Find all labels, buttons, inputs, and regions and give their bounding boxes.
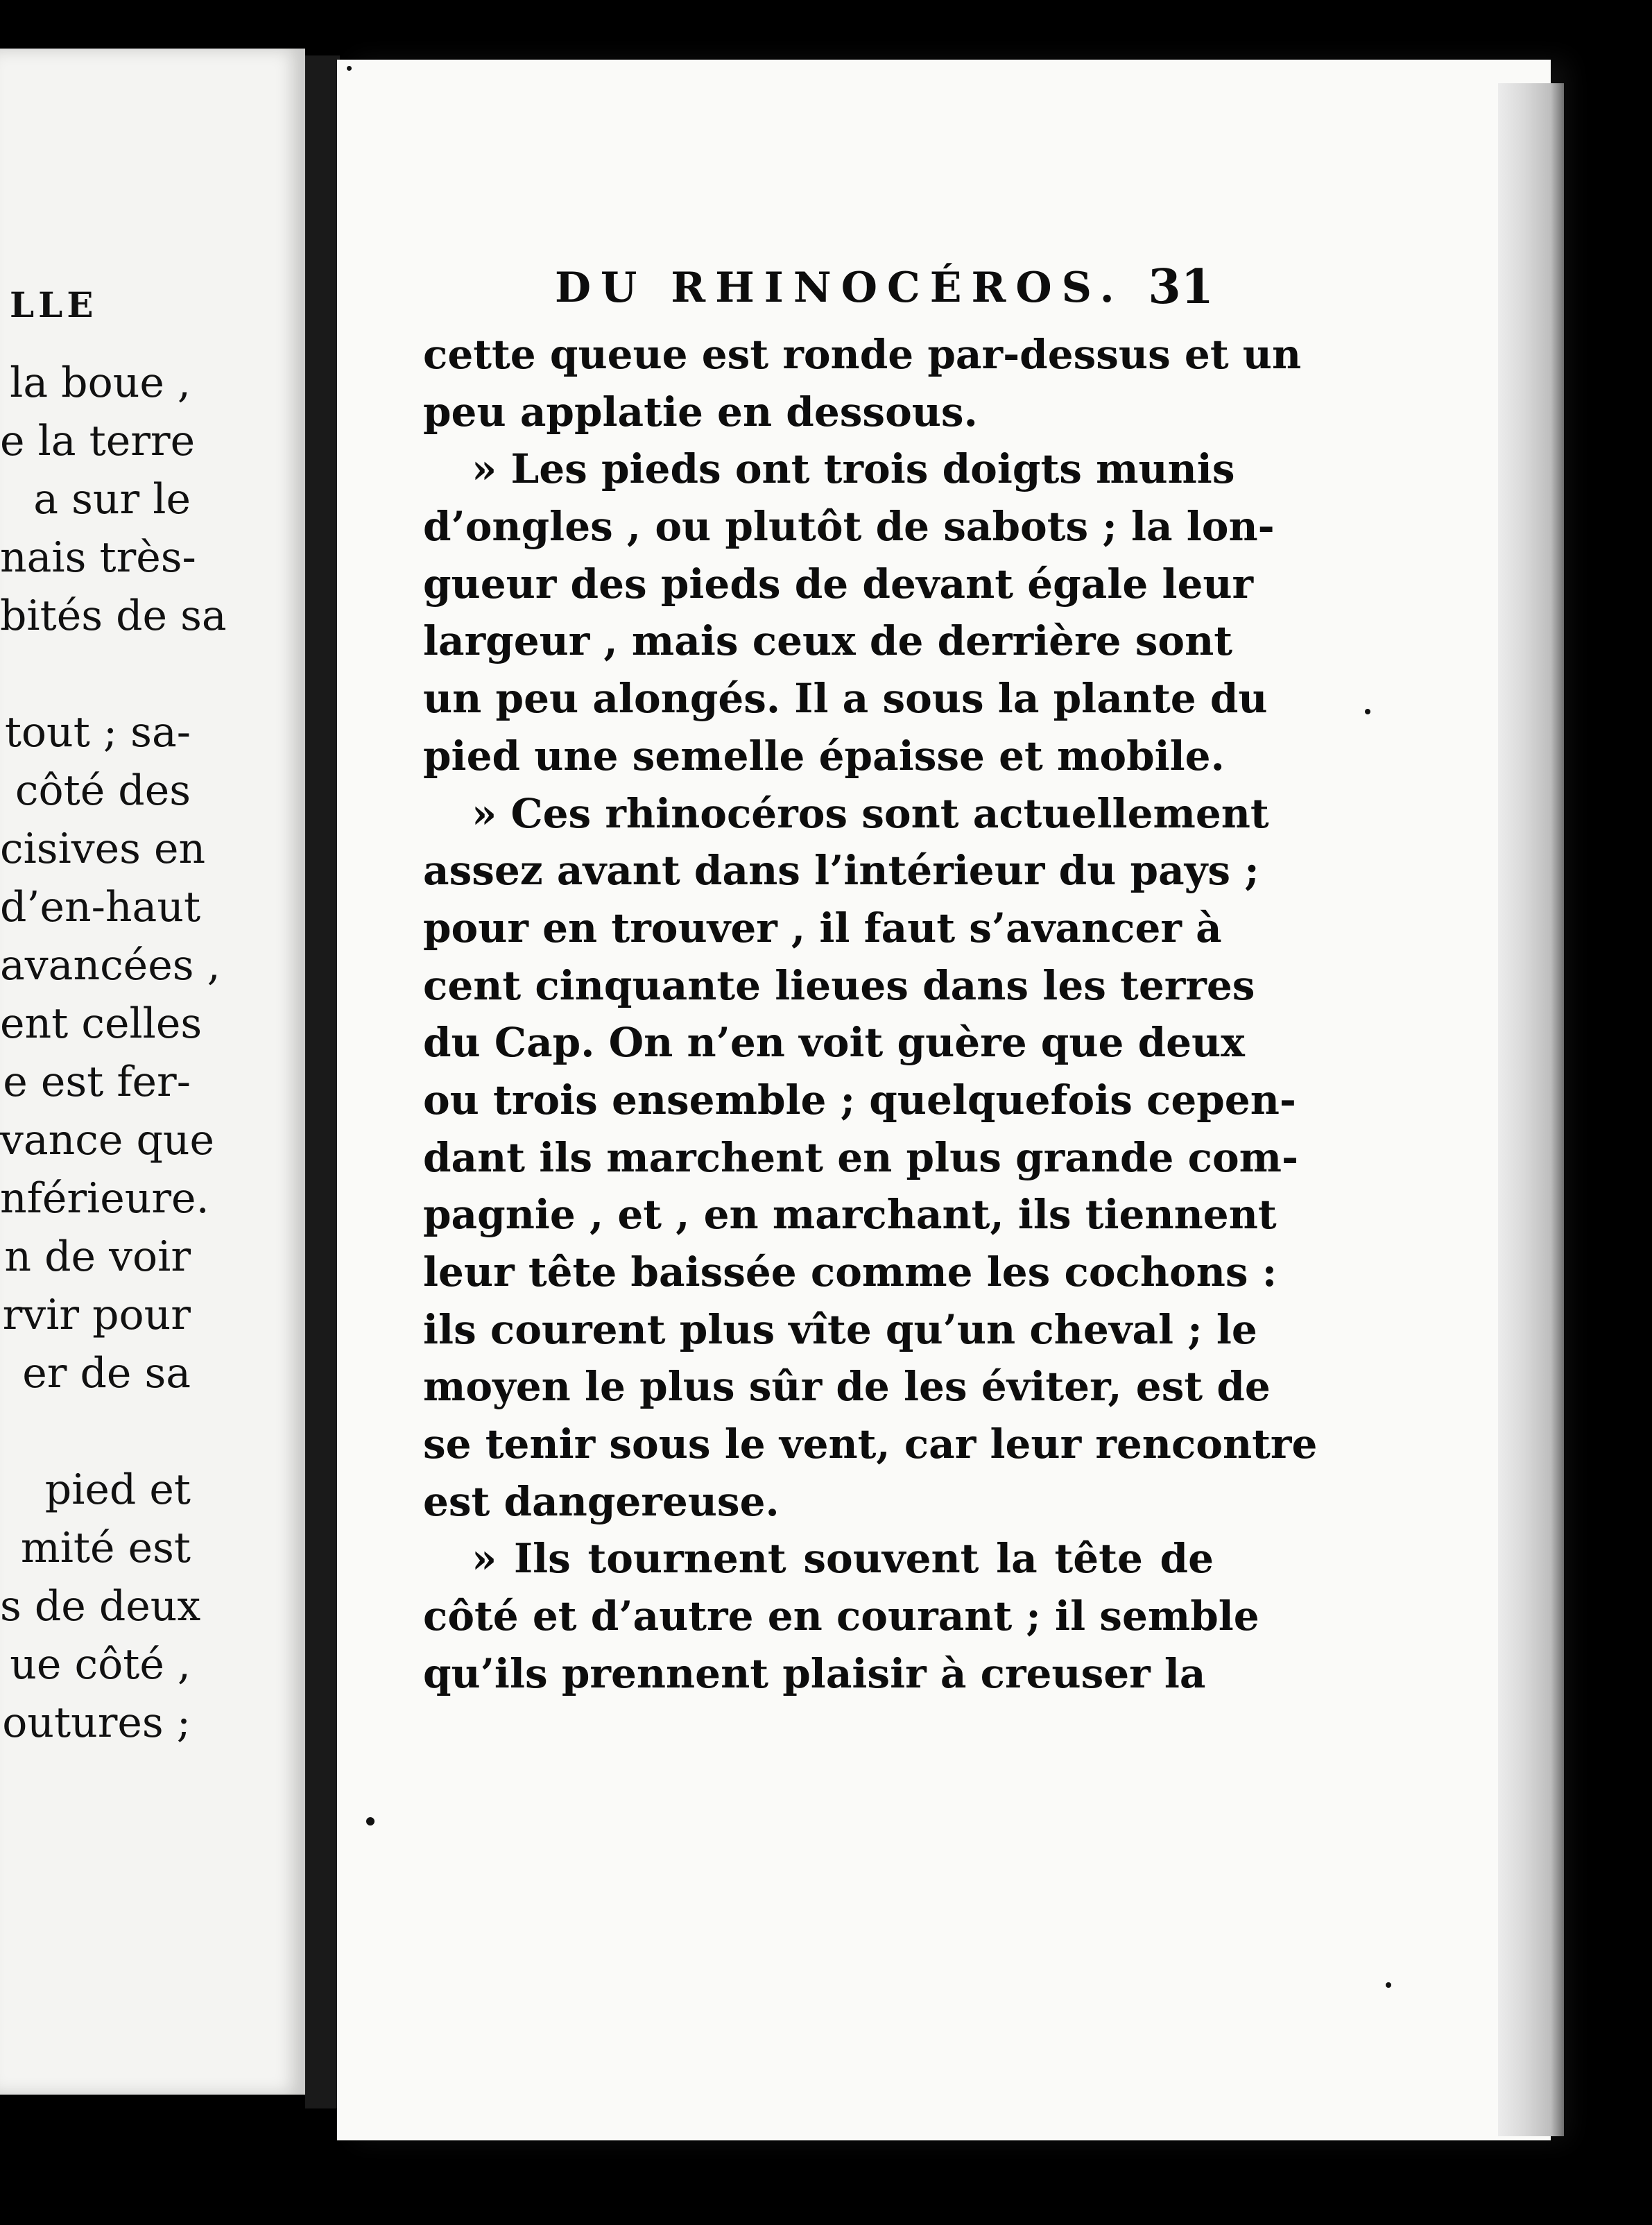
paragraph <box>423 1530 1259 1702</box>
left-text-line <box>0 645 305 703</box>
text-line: cent cinquante lieues dans les terres <box>423 961 1255 1009</box>
page-number: 31 <box>1148 259 1214 315</box>
book-gutter <box>305 55 340 2108</box>
left-text-line: nais très- <box>0 533 196 582</box>
left-text-line: ue côté , <box>10 1640 191 1689</box>
left-text-line: ent celles <box>0 999 203 1048</box>
text-line: pour en trouver , il faut s’avancer à <box>423 904 1222 952</box>
text-line: gueur des pieds de devant égale leur <box>423 560 1254 608</box>
paragraph <box>423 326 1302 440</box>
left-text-line: outures ; <box>2 1699 191 1747</box>
left-text-line: la boue , <box>10 359 191 407</box>
ink-speck <box>1386 1982 1391 1988</box>
ink-speck <box>1365 709 1370 714</box>
text-line: du Cap. On n’en voit guère que deux <box>423 1019 1245 1067</box>
text-line: moyen le plus sûr de les éviter, est de <box>423 1363 1271 1411</box>
text-line: » Ils tournent souvent la tête de <box>472 1535 1214 1583</box>
ink-speck <box>366 1817 375 1825</box>
text-line: qu’ils prennent plaisir à creuser la <box>423 1649 1206 1697</box>
text-line: assez avant dans l’intérieur du pays ; <box>423 847 1259 895</box>
left-text-line: bités de sa <box>0 592 227 640</box>
running-head <box>423 250 1214 326</box>
text-line: se tenir sous le vent, car leur rencontre <box>423 1420 1318 1468</box>
left-text-line: e est fer- <box>3 1058 191 1106</box>
paragraph <box>423 440 1275 784</box>
ink-speck <box>347 66 352 71</box>
left-text-line: mité est <box>20 1524 191 1572</box>
right-page-content <box>423 250 1318 1703</box>
text-line: ou trois ensemble ; quelquefois cepen- <box>423 1076 1296 1124</box>
left-text-line: tout ; sa- <box>4 708 191 757</box>
text-line: dant ils marchent en plus grande com- <box>423 1133 1299 1181</box>
left-text-line: nférieure. <box>0 1174 209 1223</box>
left-text-line: e la terre <box>0 417 196 465</box>
text-line: peu applatie en dessous. <box>423 388 978 436</box>
text-line: un peu alongés. Il a sous la plante du <box>423 675 1268 723</box>
page-edge <box>1498 83 1564 2136</box>
left-text-line: s de deux <box>0 1582 201 1631</box>
text-line: cette queue est ronde par-dessus et un <box>423 331 1302 378</box>
text-line: pagnie , et , en marchant, ils tiennent <box>423 1191 1277 1239</box>
left-text-line: côté des <box>15 766 191 815</box>
left-text-line: rvir pour <box>2 1291 191 1339</box>
left-text-line: pied et <box>44 1466 191 1514</box>
text-line: » Les pieds ont trois doigts munis <box>472 445 1235 493</box>
text-line: » Ces rhinocéros sont actuellement <box>472 789 1269 837</box>
text-line: largeur , mais ceux de derrière sont <box>423 617 1233 665</box>
left-text-line: cisives en <box>0 825 206 873</box>
left-text-line: d’en-haut <box>0 883 201 931</box>
text-line: est dangereuse. <box>423 1477 780 1525</box>
left-text-line: vance que <box>0 1116 215 1165</box>
left-text-line: a sur le <box>33 475 191 524</box>
left-text-line: n de voir <box>4 1232 191 1281</box>
text-line: leur tête baissée comme les cochons : <box>423 1248 1277 1296</box>
left-running-head-text: LLE <box>10 284 98 325</box>
text-line: ils courent plus vîte qu’un cheval ; le <box>423 1305 1257 1353</box>
text-line: pied une semelle épaisse et mobile. <box>423 732 1225 780</box>
left-running-head <box>0 257 305 340</box>
left-text-line <box>0 1402 305 1461</box>
left-text-line: avancées , <box>0 941 221 990</box>
running-title: DU RHINOCÉROS. <box>555 264 1124 312</box>
left-page-text <box>0 354 305 1752</box>
left-text-line: er de sa <box>22 1349 191 1398</box>
text-line: d’ongles , ou plutôt de sabots ; la lon- <box>423 503 1275 551</box>
paragraph <box>423 785 1318 1531</box>
left-page <box>0 49 305 2095</box>
text-line: côté et d’autre en courant ; il semble <box>423 1592 1259 1640</box>
body-text <box>423 326 1318 1703</box>
